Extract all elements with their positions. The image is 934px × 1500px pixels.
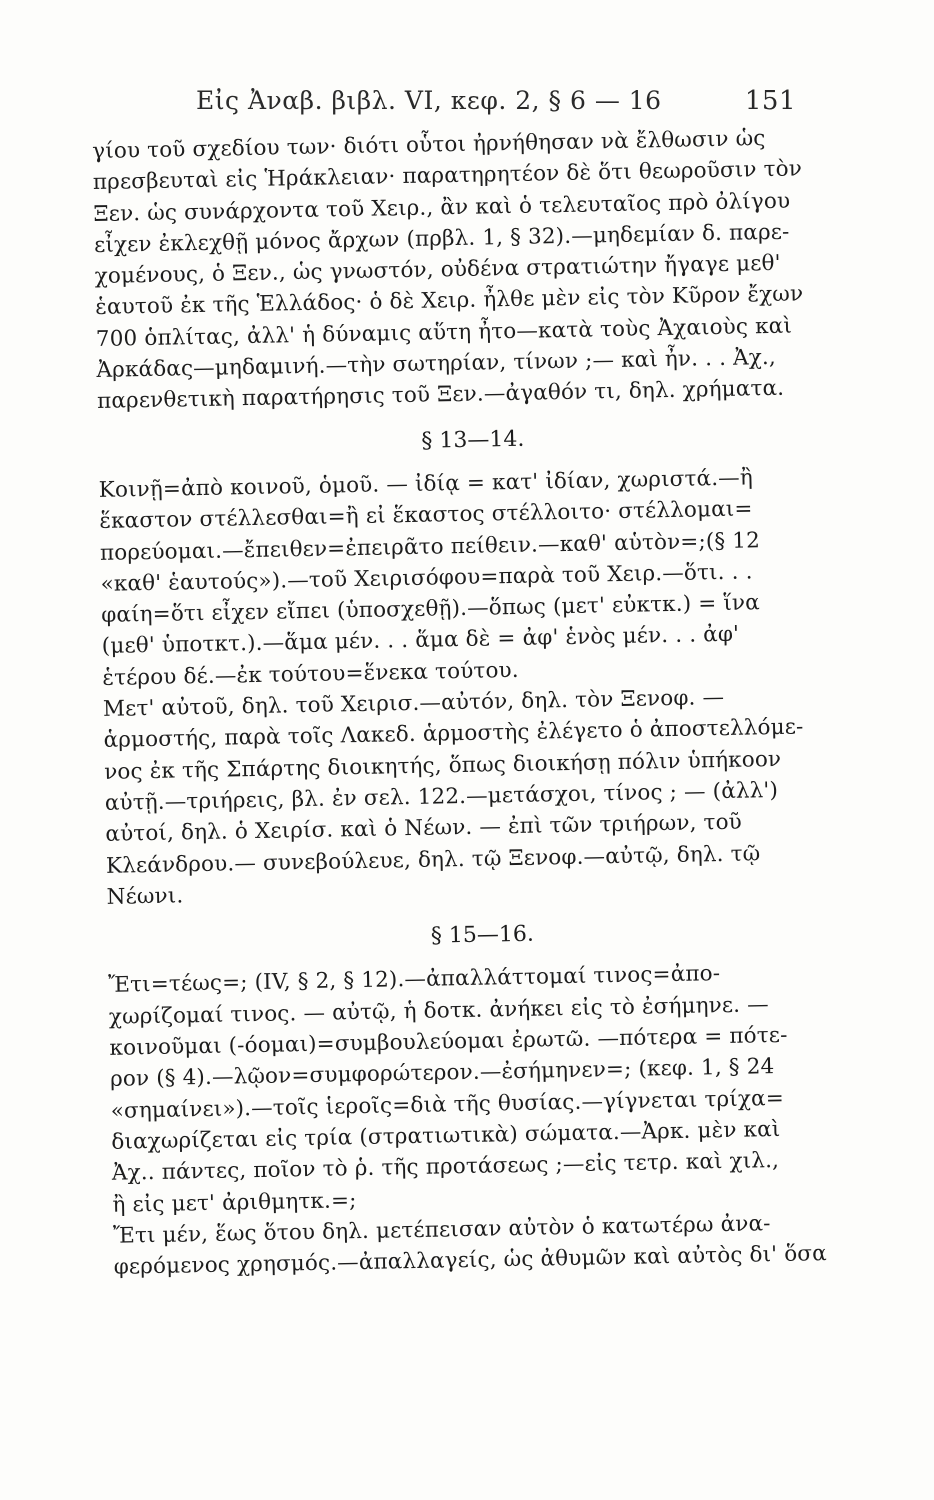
text-line: φαίη=ὅτι εἶχεν εἴπει (ὑποσχεθῇ).—ὅπως (μετ' εὐκτκ.) = ἵνα	[100, 590, 761, 629]
text-line: Νέωνι.	[106, 883, 184, 910]
text-line: ρον (§ 4).—λῷον=συμφορώτερον.—ἐσήμηνεν=; (κεφ. 1, § 24	[109, 1054, 775, 1093]
running-head	[196, 86, 796, 115]
text-line: πρεσβευταὶ εἰς Ἡράκλειαν· παρατηρητέον δὲ ὅτι θεωροῦσιν τὸν	[92, 156, 803, 196]
text-line: Ξεν. ὡς συνάρχοντα τοῦ Χειρ., ἂν καὶ ὁ τελευταῖος πρὸ ὀλίγου	[93, 188, 791, 227]
text-line: ἑτέρου δέ.—ἐκ τούτου=ἕνεκα τούτου.	[102, 657, 519, 691]
section-heading: § 15—16.	[430, 921, 535, 949]
text-line: διαχωρίζεται εἰς τρία (στρατιωτικὰ) σώματα.—Ἀρκ. μὲν καὶ	[111, 1116, 781, 1155]
text-line: Ἀχ.. πάντες, ποῖον τὸ ῥ. τῆς προτάσεως ;—εἰς τετρ. καὶ χιλ.,	[111, 1148, 780, 1187]
text-line: φερόμενος χρησμός.—ἀπαλλαγείς, ὡς ἀθυμῶν καὶ αὐτὸς δι' ὅσα	[113, 1241, 828, 1280]
text-line: ἑαυτοῦ ἐκ τῆς Ἑλλάδος· ὁ δὲ Χειρ. ἦλθε μὲν εἰς τὸν Κῦρον ἔχων	[95, 281, 804, 321]
text-line: «σημαίνει»).—τοῖς ἱεροῖς=διὰ τῆς θυσίας.—γίγνεται τρίχα=	[110, 1085, 785, 1124]
text-line: παρενθετικὴ παρατήρησις τοῦ Ξεν.—ἀγαθόν τι, δηλ. χρήματα.	[96, 376, 785, 415]
text-line: Κλεάνδρου.— συνεβούλευε, δηλ. τῷ Ξενοφ.—αὐτῷ, δηλ. τῷ	[105, 840, 761, 879]
text-line: «καθ' ἑαυτούς»).—τοῦ Χειρισόφου=παρὰ τοῦ Χειρ.—ὅτι. . .	[100, 559, 753, 597]
section-heading: § 13—14.	[421, 426, 525, 454]
text-line: Ἔτι μέν, ἕως ὅτου δηλ. μετέπεισαν αὐτὸν ὁ κατωτέρω ἀνα-	[112, 1210, 771, 1249]
text-line: 700 ὁπλίτας, ἀλλ' ἡ δύναμις αὕτη ἦτο—κατὰ τοὺς Ἀχαιοὺς καὶ	[95, 313, 793, 352]
text-line: Ἔτι=τέως=; (IV, § 2, § 12).—ἀπαλλάττομαί τινος=ἀπο-	[108, 961, 721, 999]
text-line: Κοινῇ=ἀπὸ κοινοῦ, ὁμοῦ. — ἰδίᾳ = κατ' ἰδίαν, χωριστά.—ἢ	[98, 465, 754, 503]
running-title: Εἰς Ἀναβ. βιβλ. VI, κεφ. 2, § 6 — 16	[196, 86, 662, 115]
text-line: χομένους, ὁ Ξεν., ὡς γνωστόν, οὐδένα στρατιώτην ἤγαγε μεθ'	[94, 250, 781, 290]
text-line: (μεθ' ὑποτκτ.).—ἅμα μέν. . . ἅμα δὲ = ἀφ' ἑνὸς μέν. . . ἀφ'	[101, 622, 740, 660]
text-line: ἁρμοστής, παρὰ τοῖς Λακεδ. ἁρμοστὴς ἐλέγετο ὁ ἀποστελλόμε-	[103, 714, 804, 754]
text-line: ἕκαστον στέλλεσθαι=ἢ εἰ ἕκαστος στέλλοιτο· στέλλομαι=	[99, 496, 753, 535]
text-line: γίου τοῦ σχεδίου των· διότι οὗτοι ἠρνήθησαν νὰ ἔλθωσιν ὡς	[92, 126, 766, 164]
text-line: Μετ' αὐτοῦ, δηλ. τοῦ Χειρισ.—αὐτόν, δηλ. τὸν Ξενοφ. —	[102, 685, 725, 722]
page-number: 151	[744, 86, 796, 116]
text-line: αὐτῇ.—τριήρεις, βλ. ἐν σελ. 122.—μετάσχοι, τίνος ; — (ἀλλ')	[104, 777, 779, 816]
text-line: κοινοῦμαι (-όομαι)=συμβουλεύομαι ἐρωτῶ. —πότερα = πότε-	[109, 1022, 788, 1061]
text-line: νος ἐκ τῆς Σπάρτης διοικητής, ὅπως διοικήσῃ πόλιν ὑπήκοον	[103, 746, 782, 785]
text-line: Ἀρκάδας—μηδαμινή.—τὴν σωτηρίαν, τίνων ;— καὶ ἦν. . . Ἀχ.,	[96, 344, 777, 384]
text-line: αὐτοί, δηλ. ὁ Χειρίσ. καὶ ὁ Νέων. — ἐπὶ τῶν τριήρων, τοῦ	[105, 809, 743, 848]
text-line: εἶχεν ἐκλεχθῇ μόνος ἄρχων (πρβλ. 1, § 32).—μηδεμίαν δ. παρε-	[93, 219, 790, 258]
text-line: πορεύομαι.—ἔπειθεν=ἐπειρᾶτο πείθειν.—καθ' αὑτὸν=;(§ 12	[99, 527, 761, 566]
text-line: χωρίζομαί τινος. — αὐτῷ, ἡ δοτκ. ἀνήκει εἰς τὸ ἐσήμηνε. —	[108, 991, 770, 1030]
commentary-text	[92, 122, 834, 1283]
text-line: ἢ εἰς μετ' ἀριθμητκ.=;	[112, 1187, 357, 1218]
